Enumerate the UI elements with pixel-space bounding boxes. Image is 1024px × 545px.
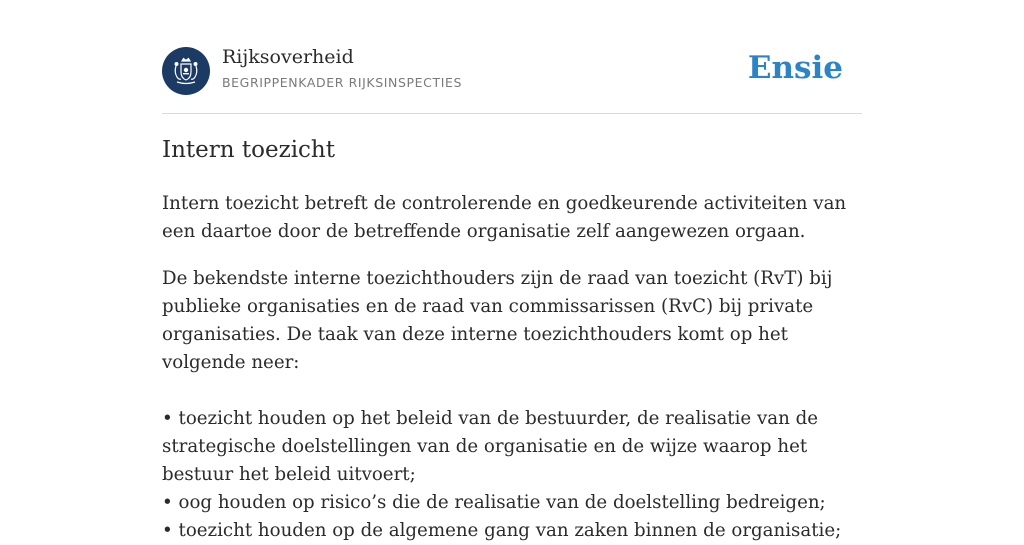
article-body (162, 190, 862, 545)
list-item: • toezicht houden op de algemene gang van zaken binnen de organisatie; (162, 520, 842, 541)
list-item: • toezicht houden op het beleid van de bestuurder, de realisatie van de strategische doelstellingen van de organisatie en de wijze waarop het bestuur het beleid uitvoert; (162, 408, 818, 485)
page-title: Intern toezicht (162, 137, 335, 163)
paragraph: Intern toezicht betreft de controlerende en goedkeurende activiteiten van een daartoe door de betreffende organisatie zelf aangewezen orgaan. (162, 193, 847, 242)
logo[interactable] (162, 47, 210, 95)
list-item: • oog houden op risico’s die de realisatie van de doelstelling bedreigen; (162, 492, 826, 513)
page-container (162, 0, 862, 541)
task-list (162, 405, 862, 545)
site-subtitle: BEGRIPPENKADER RIJKSINSPECTIES (222, 75, 463, 90)
org-name[interactable]: Rijksoverheid (222, 46, 354, 68)
royal-coat-of-arms-icon (169, 54, 203, 88)
paragraph: De bekendste interne toezichthouders zijn de raad van toezicht (RvT) bij publieke organisaties en de raad van commissarissen (RvC) bij private organisaties. De taak van deze interne toezichthouders komt op het volgende neer: (162, 268, 833, 373)
site-header (162, 0, 862, 114)
brand-logo[interactable]: Ensie (747, 50, 843, 86)
